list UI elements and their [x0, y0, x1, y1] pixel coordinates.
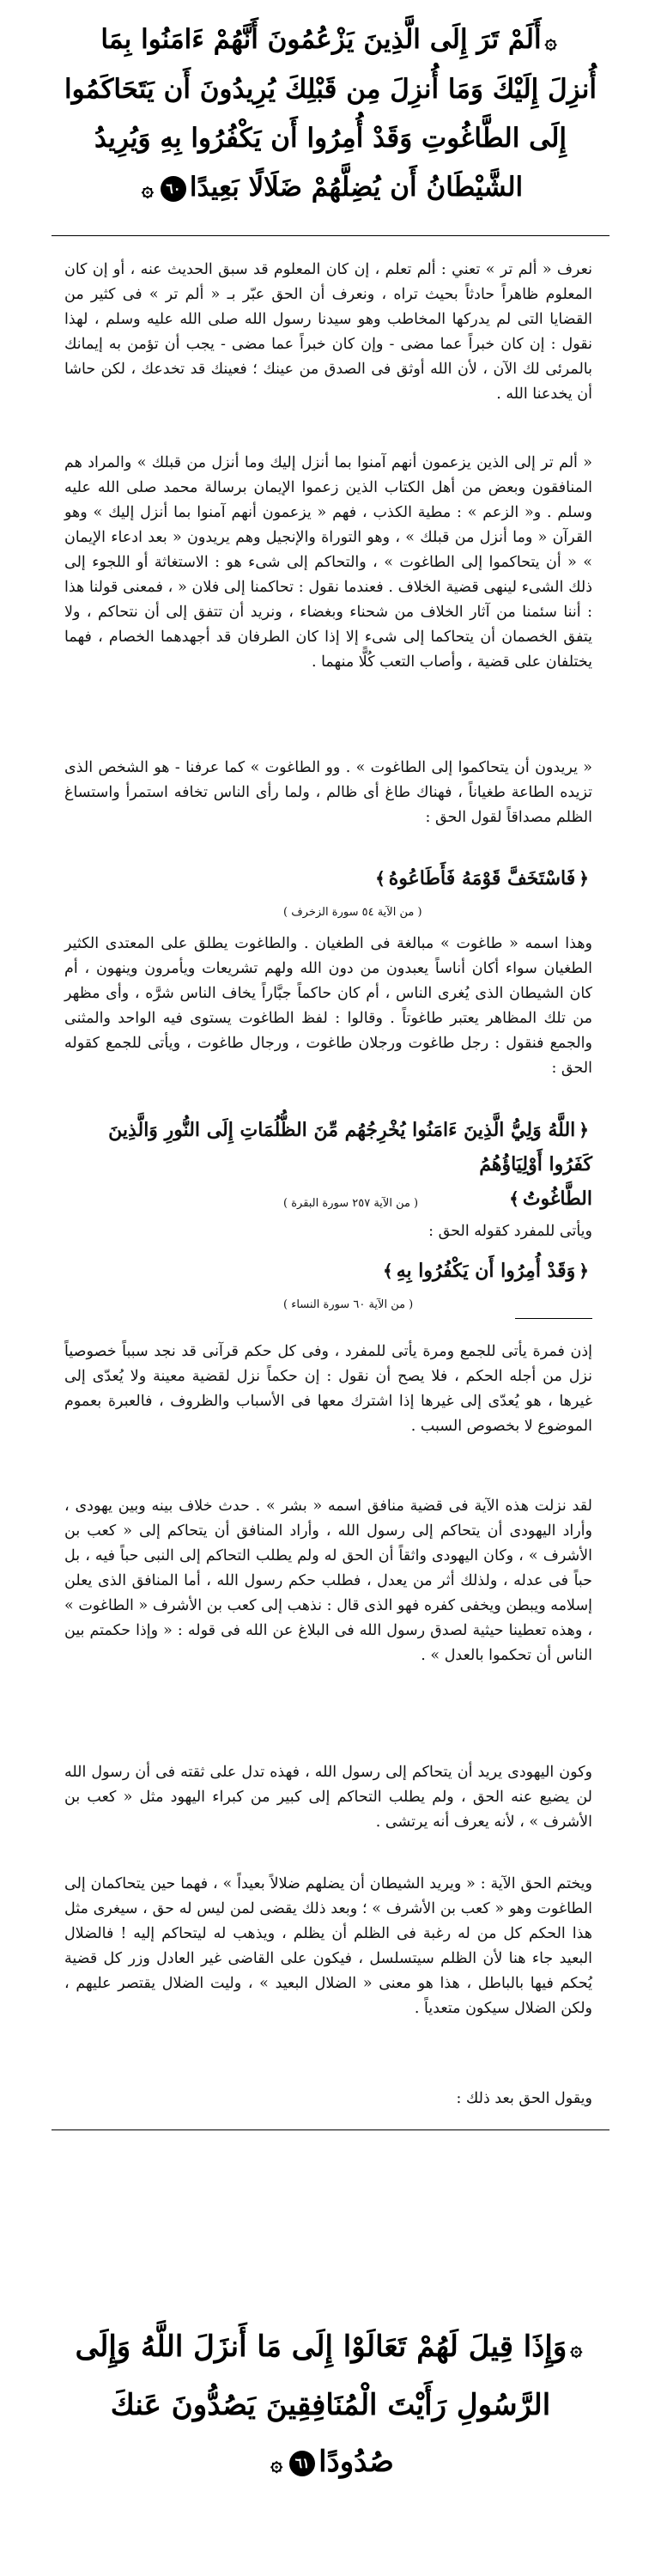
verse-line: ۞وَإِذَا قِيلَ لَهُمْ تَعَالَوْا إِلَى مَا أَنزَلَ اللَّهُ وَإِلَى	[60, 2318, 601, 2377]
verse-line: الرَّسُولِ رَأَيْتَ الْمُنَافِقِينَ يَصُدُّونَ عَنكَ	[110, 2388, 551, 2422]
paragraph: نعرف « ألم تر » تعني : ألم تعلم ، إن كان المعلوم قد سبق الحديث عنه ، أو إن كان المعلوم ظاهراً حادثاً بحيث تراه ، ونعرف أن الحق عبّر بـ « ألم تر » فى كثير من القضايا التى لم يدركها المخاطب وهو سيدنا رسول الله صلى الله عليه وسلم ، لهذا نقول : إن كان خبراً عما مضى - وإن كان خبراً عما مضى - يجب أن تؤمن به إيمانك بالمرئى لك الآن ، لأن الله أوثق فى الصدق من عينك ؛ فعينك قد تخدعك ، لكن حاشا أن يخدعنا الله .	[64, 261, 592, 403]
verse-line: إِلَى الطَّاغُوتِ وَقَدْ أُمِرُوا أَن يَكْفُرُوا بِهِ وَيُرِيدُ	[94, 123, 567, 154]
separator-rule	[52, 235, 609, 236]
citation: ( من الآية ٢٥٧ سورة البقرة )	[283, 1197, 419, 1210]
verse-bottom	[60, 2318, 601, 2533]
ornament-icon: ۞	[570, 2336, 583, 2360]
paragraph: « ألم تر إلى الذين يزعمون أنهم آمنوا بما أنزل إليك وما أنزل من قبلك » والمراد هم المنافقون وبعض من أهل الكتاب الذين زعموا الإيمان برسالة محمد صلى الله عليه وسلم . و« الزعم » : مطية الكذب ، فهم « يزعمون أنهم آمنوا بما أنزل إليك » وهو القرآن « وما أنزل من قبلك » ، وهو التوراة والإنجيل وهم يريدون « بعد ادعاء الإيمان » « أن يتحاكموا إلى الطاغوت » ، والتحاكم إلى شىء هو : الاستغاثة أو اللجوء إلى ذلك الشىء لينهى قضية الخلاف . فعندما نقول : تحاكمنا إلى فلان « ، فمعنى قولنا هذا : أننا سئمنا من آثار الخلاف من شحناء وبغضاء ، ونريد أن تتفق إلى أن نتحاكم ، ولا يتفق الخصمان أن يتحاكما إلى شىء إلا إذا كان الطرفان قد أجهدهما الخصام ، فهما يختلفان على قضية ، وأصاب التعب كُلًّا منهما .	[64, 454, 592, 671]
verse-line: الشَّيْطَانُ أَن يُضِلَّهُمْ ضَلَالًا بَعِيدًا٦٠۞	[60, 163, 601, 213]
citation: ( من الآية ٦٠ سورة النساء )	[283, 1298, 414, 1311]
paragraph: ويأتى للمفرد كقوله الحق :	[428, 1223, 592, 1240]
ornament-icon: ۞	[141, 176, 154, 201]
ayah-number: ٦١	[289, 2451, 315, 2476]
bracket-icon: ﴿	[579, 868, 589, 889]
quran-quote: ﴿وَقَدْ أُمِرُوا أَن يَكْفُرُوا بِهِ﴾	[383, 1260, 589, 1282]
quran-quote: ﴿فَاسْتَخَفَّ قَوْمَهُ فَأَطَاعُوهُ﴾	[375, 867, 589, 890]
paragraph: « يريدون أن يتحاكموا إلى الطاغوت » . وو الطاغوت » كما عرفنا - هو الشخص الذى تزيده الطاعة طغياناً ، فهناك طاغ أى ظالم ، ولما رأى الناس تخافه استمرأ واستساغ الظلم مصداقاً لقول الحق :	[64, 759, 592, 826]
paragraph: لقد نزلت هذه الآية فى قضية منافق اسمه « بشر » . حدث خلاف بينه وبين يهودى ، وأراد اليهودى أن يتحاكم إلى رسول الله ، وأراد المنافق أن يتحاكم إلى « كعب بن الأشرف » ، وكان اليهودى واثقاً أن الحق له ولم يطلب التحاكم إلى النبى حباً فيه ، بل حباً فى عدله ، ولذلك أثر من يعدل ، فطلب حكم رسول الله ، أما المنافق الذى يعلن إسلامه ويبطن ويخفى كفره فهو الذى قال : نذهب إلى كعب بن الأشرف « الطاغوت » ، وهذه تعطينا حيثية لصدق رسول الله فى البلاغ عن الله فى قوله : « وإذا حكمتم بين الناس أن تحكموا بالعدل » .	[64, 1498, 592, 1664]
citation: ( من الآية ٥٤ سورة الزخرف )	[283, 906, 422, 919]
separator-rule	[515, 1318, 592, 1319]
separator-rule	[52, 2129, 609, 2130]
paragraph: وهذا اسمه « طاغوت » مبالغة فى الطغيان . والطاغوت يطلق على المعتدى الكثير الطغيان سواء أكان أناساً يعبدون من دون الله ولهم تشريعات ويأمرون وينهون ، أم كان الشيطان الذى يُغرى الناس ، أم كان حاكماً جبَّاراً يخاف الناس شرَّه ، وأى مظهر من تلك المظاهر يعتبر طاغوتاً . وقالوا : لفظ الطاغوت يستوى فيه الواحد والمثنى والجمع فنقول : رجل طاغوت ورجلان طاغوت ، ورجال طاغوت ، ويأتى للجمع كقوله الحق :	[64, 935, 592, 1077]
paragraph: ويختم الحق الآية : « ويريد الشيطان أن يضلهم ضلالاً بعيداً » ، فهما حين يتحاكمان إلى الطاغوت وهو « كعب بن الأشرف » ؛ وبعد ذلك يقضى لمن ليس له حق ، سيغرى مثل هذا الحكم كل من له رغبة فى الظلم أن يظلم ، ويذهب له ليتحاكم إليه ! فالضلال البعيد جاء هنا لأن الظلم سيتسلسل ، فيكون على القاضى غير العادل وزر كل قضية يُحكم فيها بالباطل ، هذا هو معنى « الضلال البعيد » ، وليت الضلال يقتصر عليهم ، ولكن الضلال سيكون متعدياً .	[64, 1875, 592, 2017]
bracket-icon: ﴾	[375, 868, 385, 889]
bracket-icon: ﴿	[579, 1120, 589, 1140]
verse-top	[60, 15, 601, 222]
paragraph: ويقول الحق بعد ذلك :	[456, 2090, 592, 2107]
bracket-icon: ﴾	[509, 1188, 519, 1209]
ayah-number: ٦٠	[161, 176, 186, 202]
ornament-icon: ۞	[270, 2451, 283, 2476]
verse-line: صُدُودًا٦١۞	[60, 2433, 601, 2492]
paragraph: وكون اليهودى يريد أن يتحاكم إلى رسول الله ، فهذه تدل على ثقته فى أن رسول الله لن يضيع عنه الحق ، ولم يطلب التحاكم إلى كبير من كبراء اليهود مثل « كعب بن الأشرف » ، لأنه يعرف أنه يرتشى .	[64, 1764, 592, 1831]
bracket-icon: ﴾	[383, 1261, 393, 1281]
bracket-icon: ﴿	[579, 1261, 589, 1281]
paragraph: إذن فمرة يأتى للجمع ومرة يأتى للمفرد ، وفى كل حكم قرآنى قد نجد سبباً خصوصياً نزل من أجله الحكم ، فلا يصح أن نقول : إن حكماً نزل لقضية معينة ولا يُعدّى إلى غيرها ، هو يُعدّى إلى غيرها إذا اشترك معها فى الأسباب والظروف ، فالعبرة بعموم الموضوع لا بخصوص السبب .	[64, 1343, 592, 1435]
ornament-icon: ۞	[544, 28, 557, 53]
verse-line: أُنزِلَ إِلَيْكَ وَمَا أُنزِلَ مِن قَبْلِكَ يُرِيدُونَ أَن يَتَحَاكَمُوا	[64, 74, 597, 105]
quran-quote: ﴿اللَّهُ وَلِيُّ الَّذِينَ ءَامَنُوا يُخْرِجُهُم مِّنَ الظُّلُمَاتِ إِلَى النُّورِ وَالَّذِينَ كَفَرُوا أَوْلِيَاؤُهُمُ الطَّاغُوتُ﴾	[108, 1119, 592, 1210]
verse-line: ۞أَلَمْ تَرَ إِلَى الَّذِينَ يَزْعُمُونَ أَنَّهُمْ ءَامَنُوا بِمَا	[60, 15, 601, 65]
